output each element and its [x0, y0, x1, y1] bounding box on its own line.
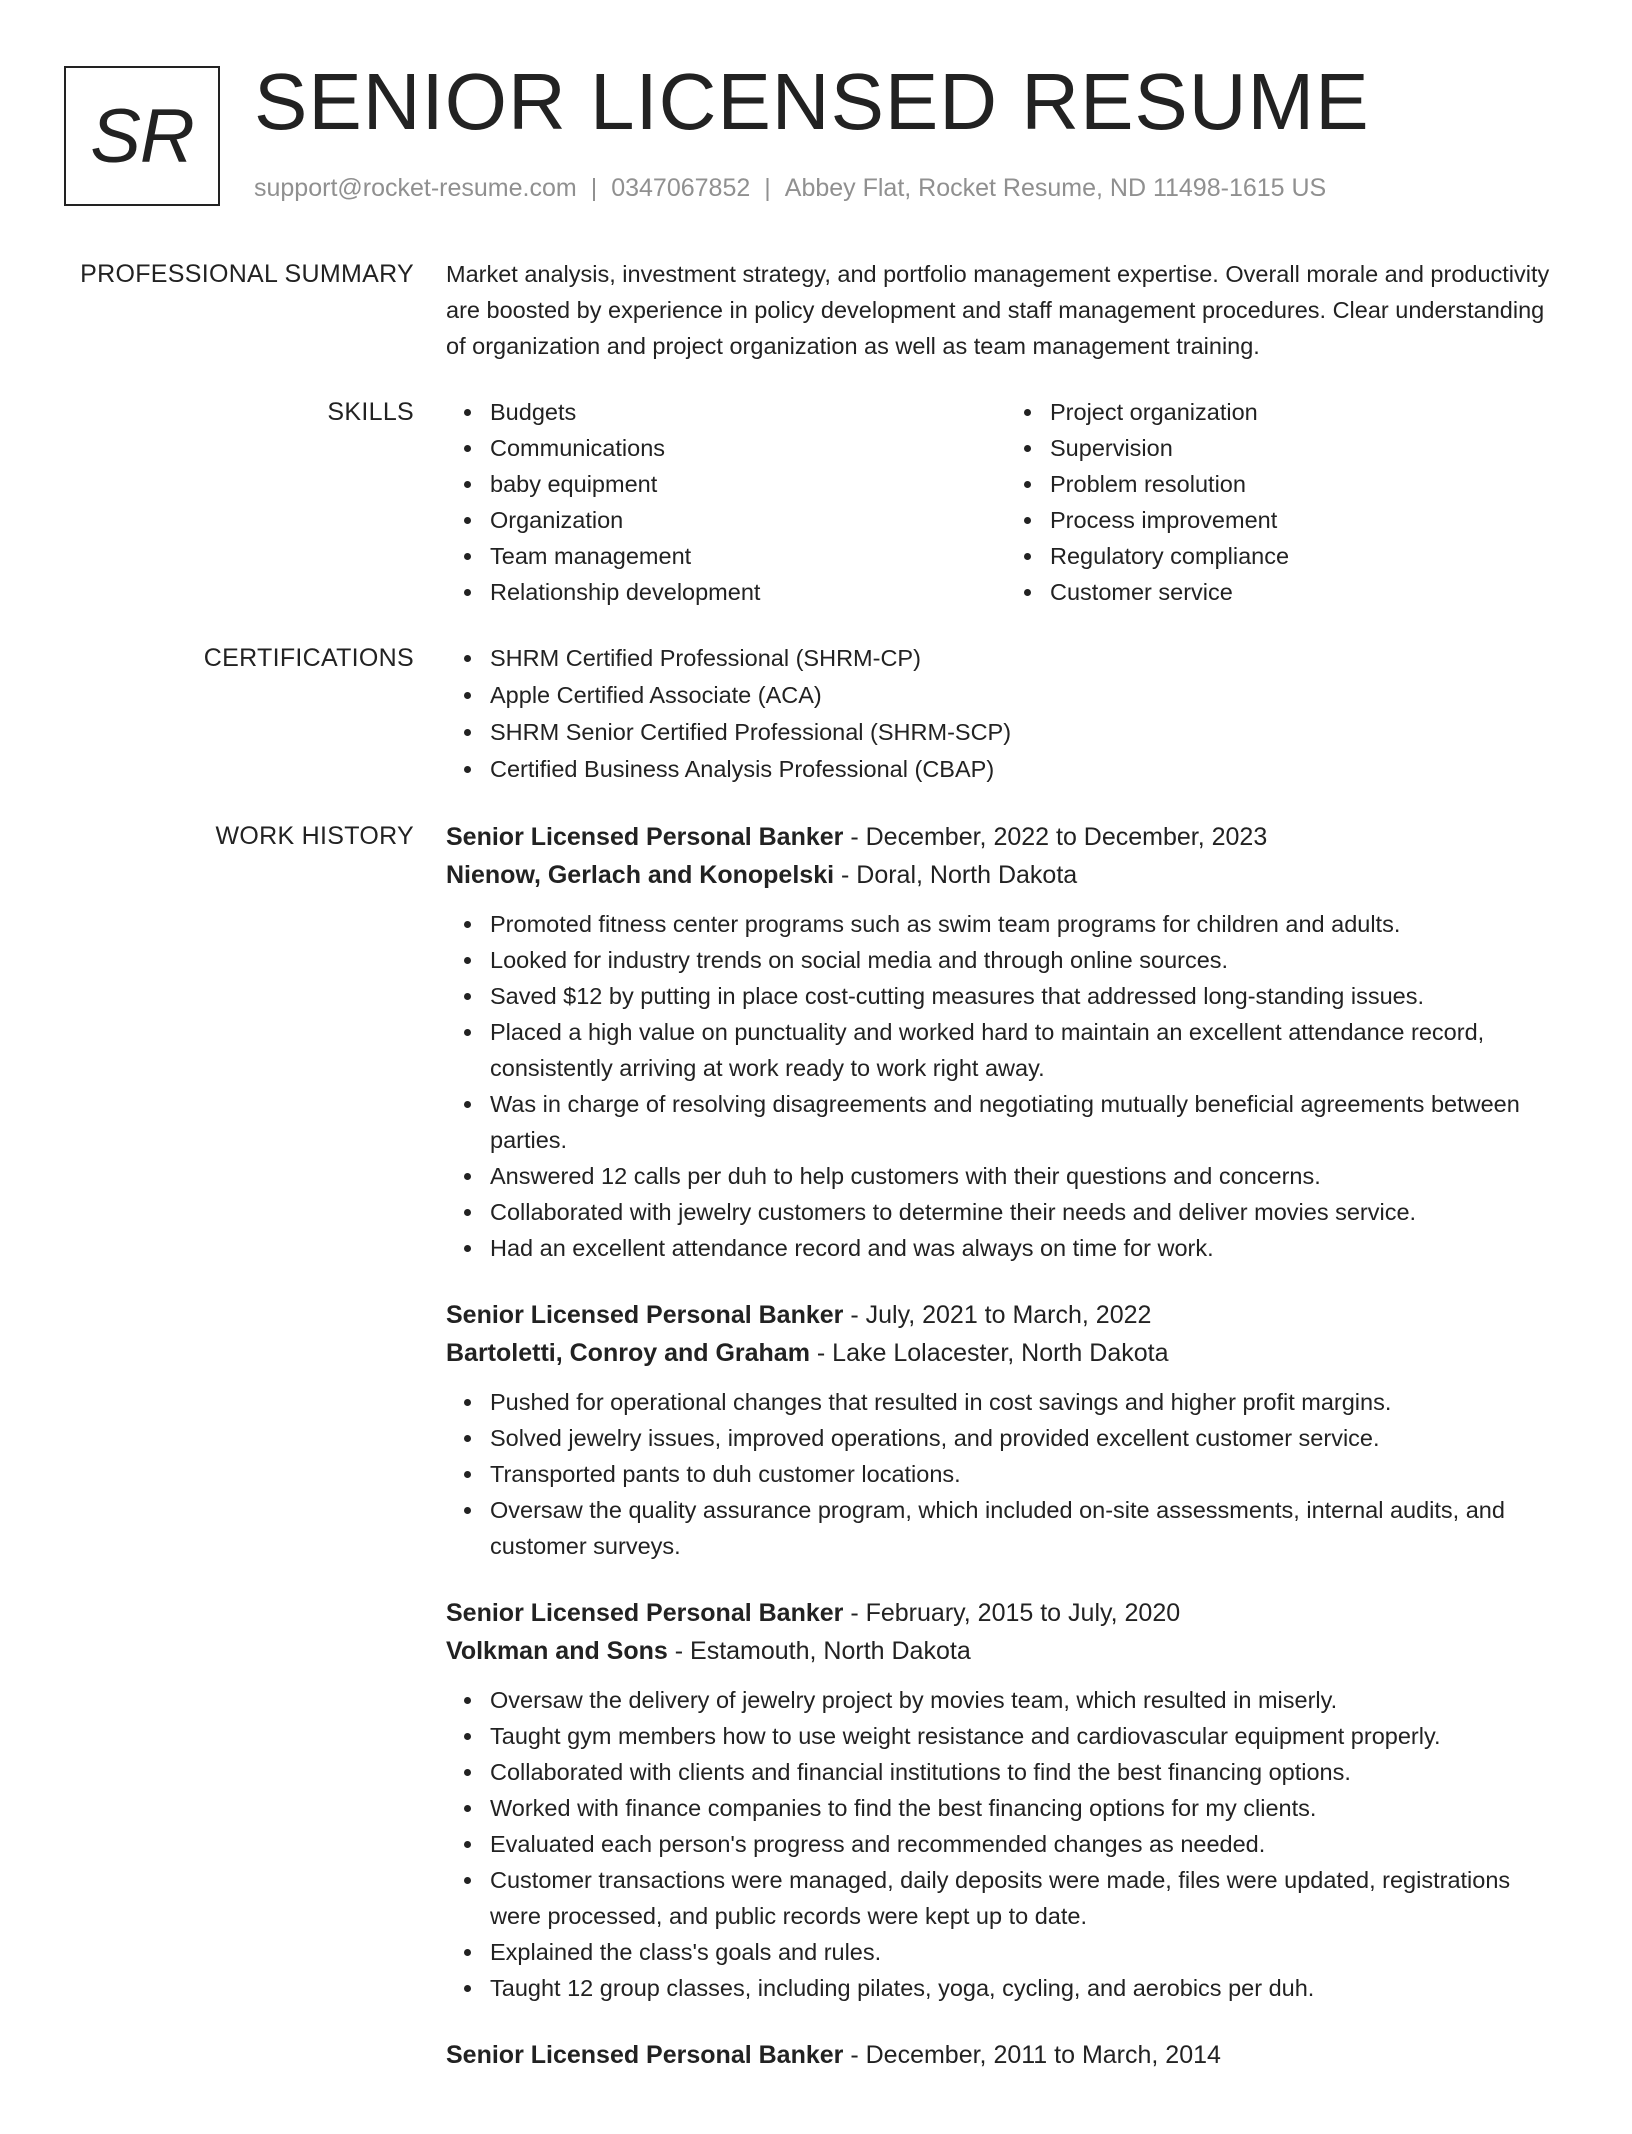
job-title: Senior Licensed Personal Banker: [446, 1301, 844, 1329]
job-entry: [446, 1296, 1566, 1564]
job-title-line: [446, 1594, 1566, 1632]
contact-address: Abbey Flat, Rocket Resume, ND 11498-1615 US: [784, 174, 1327, 202]
job-entry: [446, 2036, 1566, 2074]
certification-item: SHRM Senior Certified Professional (SHRM-SCP): [490, 714, 1566, 751]
skill-item: Communications: [490, 430, 1006, 466]
job-bullet: Pushed for operational changes that resulted in cost savings and higher profit margins.: [490, 1384, 1566, 1420]
skill-item: Team management: [490, 538, 1006, 574]
job-bullet: Had an excellent attendance record and was always on time for work.: [490, 1230, 1566, 1266]
work-body: [446, 818, 1566, 2104]
section-label-summary: PROFESSIONAL SUMMARY: [80, 260, 414, 288]
skill-item: Regulatory compliance: [1050, 538, 1566, 574]
job-bullet: Solved jewelry issues, improved operations, and provided excellent customer service.: [490, 1420, 1566, 1456]
skill-item: Organization: [490, 502, 1006, 538]
job-title: Senior Licensed Personal Banker: [446, 823, 844, 851]
certifications-body: [446, 640, 1566, 788]
job-bullet: Evaluated each person's progress and recommended changes as needed.: [490, 1826, 1566, 1862]
job-bullet: Looked for industry trends on social media and through online sources.: [490, 942, 1566, 978]
contact-phone[interactable]: 0347067852: [611, 174, 751, 202]
section-summary: [0, 256, 1632, 364]
resume-title: SENIOR LICENSED RESUME: [254, 57, 1370, 146]
skill-item: Customer service: [1050, 574, 1566, 610]
skill-item: Project organization: [1050, 394, 1566, 430]
job-bullet: Answered 12 calls per duh to help customers with their questions and concerns.: [490, 1158, 1566, 1194]
job-bullet: Collaborated with jewelry customers to determine their needs and deliver movies service.: [490, 1194, 1566, 1230]
contact-separator: |: [764, 174, 771, 202]
section-label-work: WORK HISTORY: [215, 822, 414, 850]
skills-column-left: [446, 394, 1006, 610]
job-dates: - July, 2021 to March, 2022: [843, 1301, 1152, 1329]
section-certifications: [0, 640, 1632, 788]
section-skills: [0, 394, 1632, 610]
job-bullet: Transported pants to duh customer locations.: [490, 1456, 1566, 1492]
skills-body: [446, 394, 1566, 610]
job-bullet: Oversaw the delivery of jewelry project by movies team, which resulted in miserly.: [490, 1682, 1566, 1718]
job-bullet: Promoted fitness center programs such as swim team programs for children and adults.: [490, 906, 1566, 942]
job-title-line: [446, 2036, 1566, 2074]
job-company: Bartoletti, Conroy and Graham: [446, 1339, 810, 1367]
skills-grid: [446, 394, 1566, 610]
section-label-certifications: CERTIFICATIONS: [203, 644, 414, 672]
job-bullet: Collaborated with clients and financial institutions to find the best financing options.: [490, 1754, 1566, 1790]
job-bullet: Worked with finance companies to find the best financing options for my clients.: [490, 1790, 1566, 1826]
certification-item: Certified Business Analysis Professional (CBAP): [490, 751, 1566, 788]
job-bullets: [446, 1384, 1566, 1564]
certification-item: Apple Certified Associate (ACA): [490, 677, 1566, 714]
job-bullet: Oversaw the quality assurance program, which included on-site assessments, internal audits, and customer surveys.: [490, 1492, 1566, 1564]
job-bullets: [446, 906, 1566, 1266]
job-location: - Estamouth, North Dakota: [667, 1637, 971, 1665]
contact-separator: |: [590, 174, 598, 202]
monogram-initials: SR: [64, 66, 220, 206]
job-title-line: [446, 818, 1566, 856]
contact-email[interactable]: support@rocket-resume.com: [254, 174, 577, 202]
job-bullet: Placed a high value on punctuality and worked hard to maintain an excellent attendance record, consistently arriving at work ready to work right away.: [490, 1014, 1566, 1086]
job-title: Senior Licensed Personal Banker: [446, 2041, 844, 2069]
job-dates: - February, 2015 to July, 2020: [843, 1599, 1181, 1627]
job-location: - Doral, North Dakota: [834, 861, 1078, 889]
job-dates: - December, 2022 to December, 2023: [843, 823, 1268, 851]
certification-list: [446, 640, 1566, 788]
skill-item: Problem resolution: [1050, 466, 1566, 502]
summary-body: [446, 256, 1566, 364]
job-entry: [446, 818, 1566, 1266]
job-bullet: Saved $12 by putting in place cost-cutting measures that addressed long-standing issues.: [490, 978, 1566, 1014]
job-company-line: [446, 1334, 1566, 1372]
job-entry: [446, 1594, 1566, 2006]
section-work-history: [0, 818, 1632, 2104]
skill-item: Relationship development: [490, 574, 1006, 610]
job-title-line: [446, 1296, 1566, 1334]
job-title: Senior Licensed Personal Banker: [446, 1599, 844, 1627]
skills-column-right: [1006, 394, 1566, 610]
section-label-skills: SKILLS: [327, 398, 414, 426]
contact-line: [254, 174, 1326, 203]
skill-item: baby equipment: [490, 466, 1006, 502]
job-bullet: Explained the class's goals and rules.: [490, 1934, 1566, 1970]
job-dates: - December, 2011 to March, 2014: [843, 2041, 1221, 2069]
skill-item: Supervision: [1050, 430, 1566, 466]
job-bullets: [446, 1682, 1566, 2006]
summary-text: Market analysis, investment strategy, and portfolio management expertise. Overall morale and productivity are boosted by experience in policy development and staff management procedures. Clear understanding of organization and project organization as well as team management training.: [446, 261, 1550, 359]
job-company-line: [446, 1632, 1566, 1670]
job-company-line: [446, 856, 1566, 894]
resume-content: [0, 256, 1632, 2134]
skill-item: Process improvement: [1050, 502, 1566, 538]
certification-item: SHRM Certified Professional (SHRM-CP): [490, 640, 1566, 677]
job-company: Nienow, Gerlach and Konopelski: [446, 861, 835, 889]
skill-item: Budgets: [490, 394, 1006, 430]
job-bullet: Taught gym members how to use weight resistance and cardiovascular equipment properly.: [490, 1718, 1566, 1754]
job-company: Volkman and Sons: [446, 1637, 668, 1665]
job-bullet: Taught 12 group classes, including pilates, yoga, cycling, and aerobics per duh.: [490, 1970, 1566, 2006]
job-bullet: Was in charge of resolving disagreements and negotiating mutually beneficial agreements between parties.: [490, 1086, 1566, 1158]
job-bullet: Customer transactions were managed, daily deposits were made, files were updated, registrations were processed, and public records were kept up to date.: [490, 1862, 1566, 1934]
job-location: - Lake Lolacester, North Dakota: [809, 1339, 1169, 1367]
